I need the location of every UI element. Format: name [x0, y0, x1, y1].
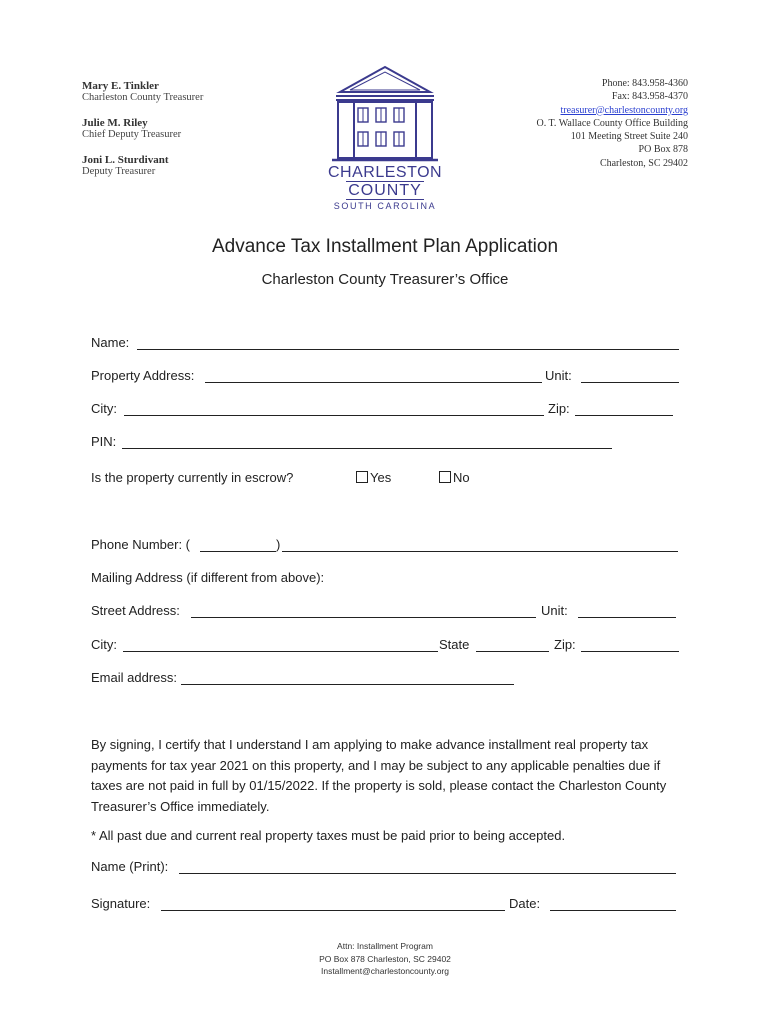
- name-print-label: Name (Print):: [91, 859, 169, 874]
- escrow-question: Is the property currently in escrow?: [91, 470, 294, 485]
- unit-field[interactable]: [581, 382, 679, 383]
- name-print-field[interactable]: [179, 873, 676, 874]
- contact-street: 101 Meeting Street Suite 240: [570, 131, 688, 143]
- city-label: City:: [91, 401, 117, 416]
- staff-name-treasurer: Mary E. Tinkler: [82, 80, 159, 92]
- property-address-field[interactable]: [205, 382, 542, 383]
- mailing-city-label: City:: [91, 637, 117, 652]
- mailing-zip-label: Zip:: [554, 637, 576, 652]
- phone-number-field[interactable]: [282, 551, 678, 552]
- escrow-yes-label: Yes: [370, 470, 392, 485]
- property-address-label: Property Address:: [91, 368, 195, 383]
- logo-text-charleston: CHARLESTON: [328, 164, 443, 181]
- footer-attn: Attn: Installment Program: [337, 941, 433, 951]
- contact-fax: Fax: 843.958-4370: [611, 91, 688, 103]
- contact-city: Charleston, SC 29402: [599, 157, 688, 169]
- contact-block: [537, 77, 688, 170]
- tax-note: * All past due and current real property taxes must be paid prior to being accepted.: [91, 828, 566, 843]
- street-address-field[interactable]: [191, 617, 536, 618]
- phone-label: Phone Number: (: [91, 537, 190, 552]
- staff-name-deputy: Joni L. Sturdivant: [82, 154, 169, 166]
- escrow-yes-checkbox[interactable]: [356, 471, 368, 483]
- zip-field[interactable]: [575, 415, 673, 416]
- staff-name-chief-deputy: Julie M. Riley: [82, 117, 148, 129]
- mailing-address-heading: Mailing Address (if different from above):: [91, 570, 325, 585]
- logo-text-south-carolina: SOUTH CAROLINA: [333, 201, 437, 211]
- signature-label: Signature:: [91, 896, 151, 911]
- street-address-label: Street Address:: [91, 603, 180, 618]
- signature-field[interactable]: [161, 910, 505, 911]
- staff-title-treasurer: Charleston County Treasurer: [82, 92, 204, 103]
- phone-paren-close: ): [276, 537, 281, 552]
- contact-pobox: PO Box 878: [638, 144, 688, 156]
- zip-label: Zip:: [548, 401, 570, 416]
- logo-text-county: COUNTY: [346, 181, 424, 200]
- email-field[interactable]: [181, 684, 514, 685]
- name-label: Name:: [91, 335, 130, 350]
- escrow-yes-option[interactable]: [356, 470, 391, 485]
- mailing-unit-label: Unit:: [541, 603, 568, 618]
- courthouse-icon: [328, 64, 442, 164]
- staff-list: [82, 80, 203, 177]
- mailing-zip-field[interactable]: [581, 651, 679, 652]
- footer-address: PO Box 878 Charleston, SC 29402: [319, 953, 451, 964]
- escrow-no-label: No: [453, 470, 470, 485]
- page-title: Advance Tax Installment Plan Application: [211, 236, 559, 257]
- mailing-city-field[interactable]: [123, 651, 438, 652]
- state-field[interactable]: [476, 651, 549, 652]
- footer: [0, 940, 770, 978]
- contact-phone: Phone: 843.958-4360: [601, 78, 688, 89]
- escrow-no-checkbox[interactable]: [439, 471, 451, 483]
- staff-title-chief-deputy: Chief Deputy Treasurer: [82, 129, 182, 140]
- unit-label: Unit:: [545, 368, 572, 383]
- email-label: Email address:: [91, 670, 177, 685]
- state-label: State: [439, 637, 470, 652]
- name-field[interactable]: [137, 349, 679, 350]
- county-logo: [328, 64, 442, 212]
- contact-building: O. T. Wallace County Office Building: [536, 117, 688, 129]
- footer-email: Installment@charlestoncounty.org: [320, 966, 449, 976]
- pin-field[interactable]: [122, 448, 612, 449]
- staff-title-deputy: Deputy Treasurer: [82, 166, 156, 177]
- certification-text: By signing, I certify that I understand I am applying to make advance installment real property tax payments for tax year 2021 on this property, and I may be subject to any applicable penalties due if taxes are not paid in full by 01/15/2022. If the property is sold, please contact the Charleston County Treasurer’s Office immediately.: [91, 737, 667, 814]
- mailing-unit-field[interactable]: [578, 617, 676, 618]
- escrow-no-option[interactable]: [439, 470, 470, 485]
- contact-email-link[interactable]: treasurer@charlestoncounty.org: [560, 104, 688, 116]
- pin-label: PIN:: [91, 434, 117, 449]
- phone-area-code-field[interactable]: [200, 551, 276, 552]
- city-field[interactable]: [124, 415, 544, 416]
- date-field[interactable]: [550, 910, 676, 911]
- date-label: Date:: [509, 896, 541, 911]
- page-subtitle: Charleston County Treasurer’s Office: [261, 271, 509, 288]
